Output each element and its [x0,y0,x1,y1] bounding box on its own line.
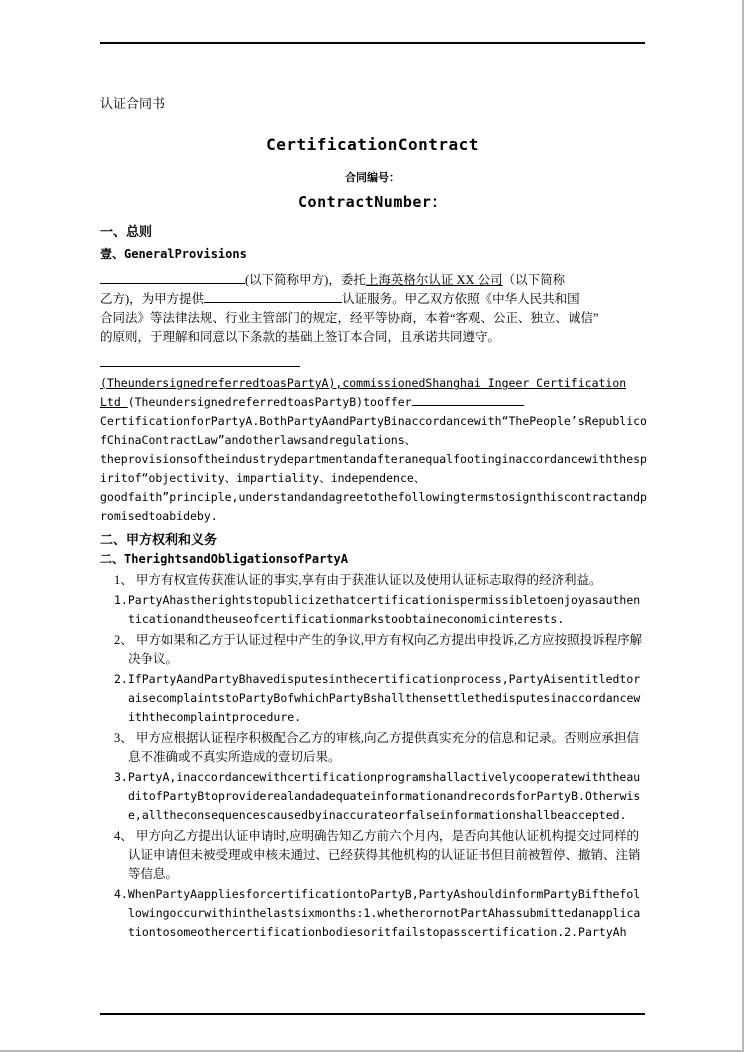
text-line [100,450,645,469]
text-line [100,328,645,347]
clause-item [100,729,645,825]
fill-in-blank [204,290,342,303]
section2-heading-cn: 二、甲方权利和义务 [100,532,218,547]
clause-item [100,827,645,942]
text-segment: iritof“objectivity、impartiality、independence、 [100,471,426,485]
clause-text-en: 3.PartyA,inaccordancewithcertificationprogramshallactivelycooperatewiththeauditofPartyBtoproviderealandadequateinformationandrecordsforPartyB.Otherwise,alltheconsequencescausedbyinaccurateorfalseinformationshallbeaccepted. [114,770,641,822]
party-a-name-blank-line [100,354,645,372]
contract-number-label-cn: 合同编号： [345,172,400,184]
clause-text-en: 2.IfPartyAandPartyBhavedisputesinthecertificationprocess,PartyAisentitledtoraisecomplaintstoPartyBofwhichPartyBshallthensettlethedisputesinaccordancewiththecomplaintprocedure. [114,672,641,724]
page-content [100,42,645,944]
fill-in-blank [100,354,300,367]
fill-in-blank [412,393,524,406]
contract-number-label-en: ContractNumber： [298,193,447,211]
clause-item [100,631,645,727]
text-segment: 上海英格尔认证 XX 公司 [365,273,503,287]
text-segment: fChinaContractLaw”andotherlawsandregulations、 [100,433,417,447]
clause-text-cn: 4、 甲方向乙方提出认证申请时,应明确告知乙方前六个月内，是否向其他认证机构提交过同样的认证申请但未被受理或申核未通过、已经获得其他机构的认证证书但目前被暂停、撤销、注销等信息。 [114,829,641,881]
text-line [100,309,645,328]
fill-in-blank [100,271,245,284]
text-line [100,431,645,450]
clause-list [100,571,645,942]
text-segment: 合同法》等法律法规、行业主管部门的规定，经平等协商，本着“客观、公正、独立、诚信” [100,311,599,325]
text-segment: romisedtoabideby. [100,509,218,523]
clause-text-en: 4.WhenPartyAappliesforcertificationtoPartyB,PartyAshouldinformPartyBifthefollowingoccurwithinthelastsixmonths:1.whetherornotPartAhassubmittedanapplicationtosomeothercertificationbodiesoritfailstopasscertification.2.PartyAh [114,887,641,939]
text-segment: goodfaith”principle,understandandagreetothefollowingtermstosignthiscontractandp [100,490,647,504]
intro-paragraph-cn [100,271,645,347]
text-line [100,393,645,412]
text-segment: theprovisionsoftheindustrydepartmentandafteranequalfootinginaccordancewiththesp [100,452,647,466]
text-line [100,469,645,488]
text-segment: Ltd [100,395,128,409]
section2-heading-en: 二、TherightsandObligationsofPartyA [100,552,348,566]
text-segment: （以下简称 [502,273,566,287]
section1-heading-en: 壹、GeneralProvisions [100,247,247,261]
text-line [100,412,645,431]
page-bottom-border [100,1013,645,1015]
text-segment: (以下简称甲方)，委托 [245,273,366,287]
section1-heading-cn: 一、总则 [100,224,153,239]
doc-type-label: 认证合同书 [100,96,166,111]
intro-paragraph-en [100,374,645,526]
clause-text-en: 1.PartyAhastherightstopublicizethatcertificationispermissibletoenjoyasauthenticationandtheuseofcertificationmarkstoobtaineconomicinterests. [114,593,641,626]
text-line [100,290,645,309]
text-line [100,374,645,393]
text-segment: (TheundersignedreferredtoasPartyB)tooffer [127,395,412,409]
clause-item [100,571,645,629]
text-line [100,488,645,507]
text-segment: 的原则，于理解和同意以下条款的基础上签订本合同，且承诺共同遵守。 [100,330,501,344]
clause-text-cn: 2、 甲方如果和乙方于认证过程中产生的争议,甲方有权向乙方提出申投诉,乙方应按照投诉程序解决争议。 [114,633,643,666]
clause-text-cn: 1、 甲方有权宣传获准认证的事实,享有由于获准认证以及使用认证标志取得的经济利益。 [114,573,602,587]
text-segment: (TheundersignedreferredtoasPartyA),commissionedShanghai Ingeer Certification [100,376,627,390]
text-segment: CertificationforPartyA.BothPartyAandPartyBinaccordancewith“ThePeople’sRepublico [100,414,647,428]
text-line [100,354,645,372]
document-title: CertificationContract [266,135,479,154]
text-line [100,507,645,526]
text-segment: 认证服务。甲乙双方依照《中华人民共和国 [342,292,580,306]
text-line [100,271,645,290]
clause-text-cn: 3、 甲方应根据认证程序积极配合乙方的审核,向乙方提供真实充分的信息和记录。否则应承担信息不准确或不真实所造成的壹切后果。 [114,731,640,764]
text-segment: 乙方)，为甲方提供 [100,292,205,306]
